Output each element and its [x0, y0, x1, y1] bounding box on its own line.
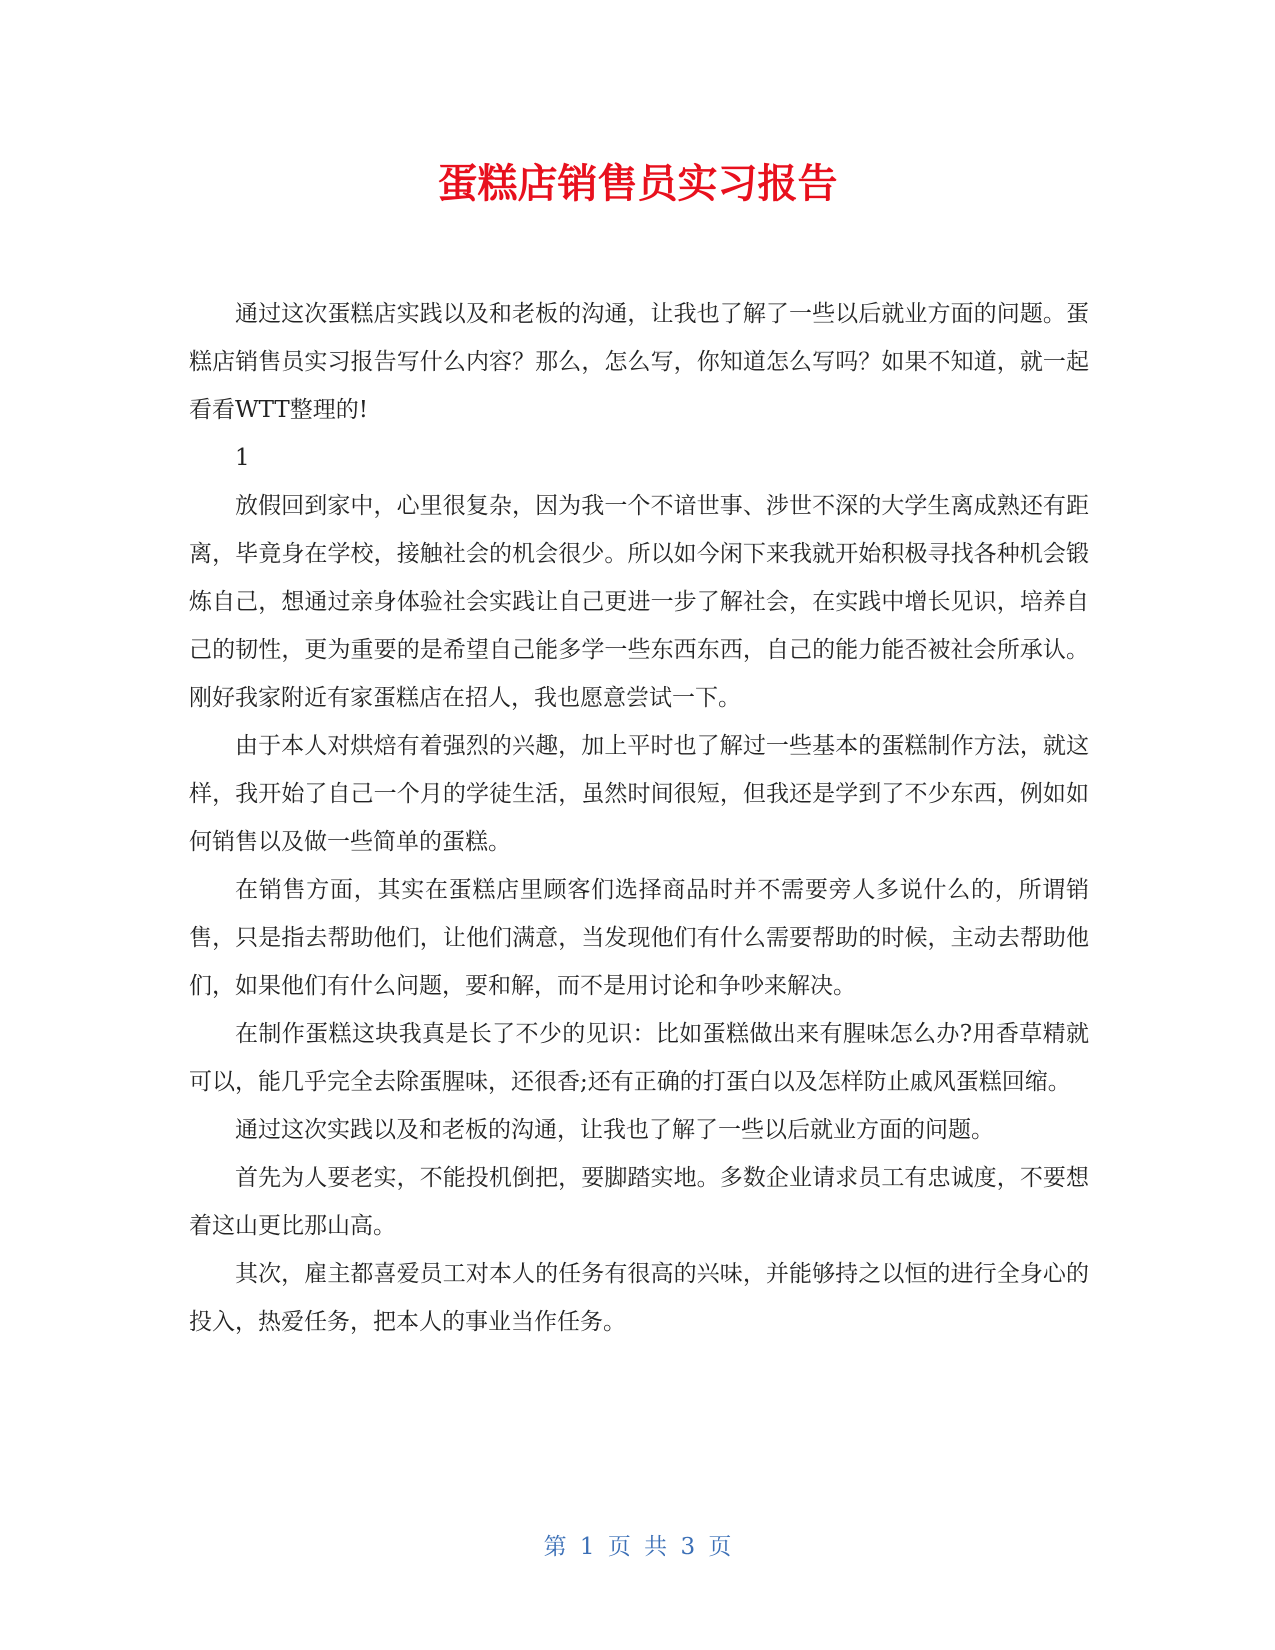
- paragraph-honesty: 首先为人要老实，不能投机倒把，要脚踏实地。多数企业请求员工有忠诚度，不要想着这山更比那山高。: [189, 1165, 1089, 1239]
- paragraph-communication: 通过这次实践以及和老板的沟通，让我也了解了一些以后就业方面的问题。: [235, 1117, 994, 1143]
- page-footer: 第 1 页 共 3 页: [543, 1534, 732, 1560]
- section-number: 1: [235, 445, 250, 471]
- paragraph-intro: 通过这次蛋糕店实践以及和老板的沟通，让我也了解了一些以后就业方面的问题。蛋糕店销售员实习报告写什么内容？那么，怎么写，你知道怎么写吗？如果不知道，就一起看看WTT整理的!: [189, 301, 1089, 423]
- paragraph-sales: 在销售方面，其实在蛋糕店里顾客们选择商品时并不需要旁人多说什么的，所谓销售，只是指去帮助他们，让他们满意，当发现他们有什么需要帮助的时候，主动去帮助他们，如果他们有什么问题，要和解，而不是用讨论和争吵来解决。: [189, 877, 1089, 999]
- paragraph-interest: 由于本人对烘焙有着强烈的兴趣，加上平时也了解过一些基本的蛋糕制作方法，就这样，我开始了自己一个月的学徒生活，虽然时间很短，但我还是学到了不少东西，例如如何销售以及做一些简单的蛋糕。: [189, 733, 1089, 855]
- paragraph-enthusiasm: 其次，雇主都喜爱员工对本人的任务有很高的兴味，并能够持之以恒的进行全身心的投入，热爱任务，把本人的事业当作任务。: [189, 1261, 1089, 1335]
- document-body: [189, 290, 1089, 1346]
- paragraph-vacation: 放假回到家中，心里很复杂，因为我一个不谙世事、涉世不深的大学生离成熟还有距离，毕竟身在学校，接触社会的机会很少。所以如今闲下来我就开始积极寻找各种机会锻炼自己，想通过亲身体验社会实践让自己更进一步了解社会，在实践中增长见识，培养自己的韧性，更为重要的是希望自己能多学一些东西东西，自己的能力能否被社会所承认。刚好我家附近有家蛋糕店在招人，我也愿意尝试一下。: [189, 493, 1089, 711]
- paragraph-baking: 在制作蛋糕这块我真是长了不少的见识：比如蛋糕做出来有腥味怎么办?用香草精就可以，能几乎完全去除蛋腥味，还很香;还有正确的打蛋白以及怎样防止戚风蛋糕回缩。: [189, 1021, 1089, 1095]
- document-title: 蛋糕店销售员实习报告: [437, 161, 838, 207]
